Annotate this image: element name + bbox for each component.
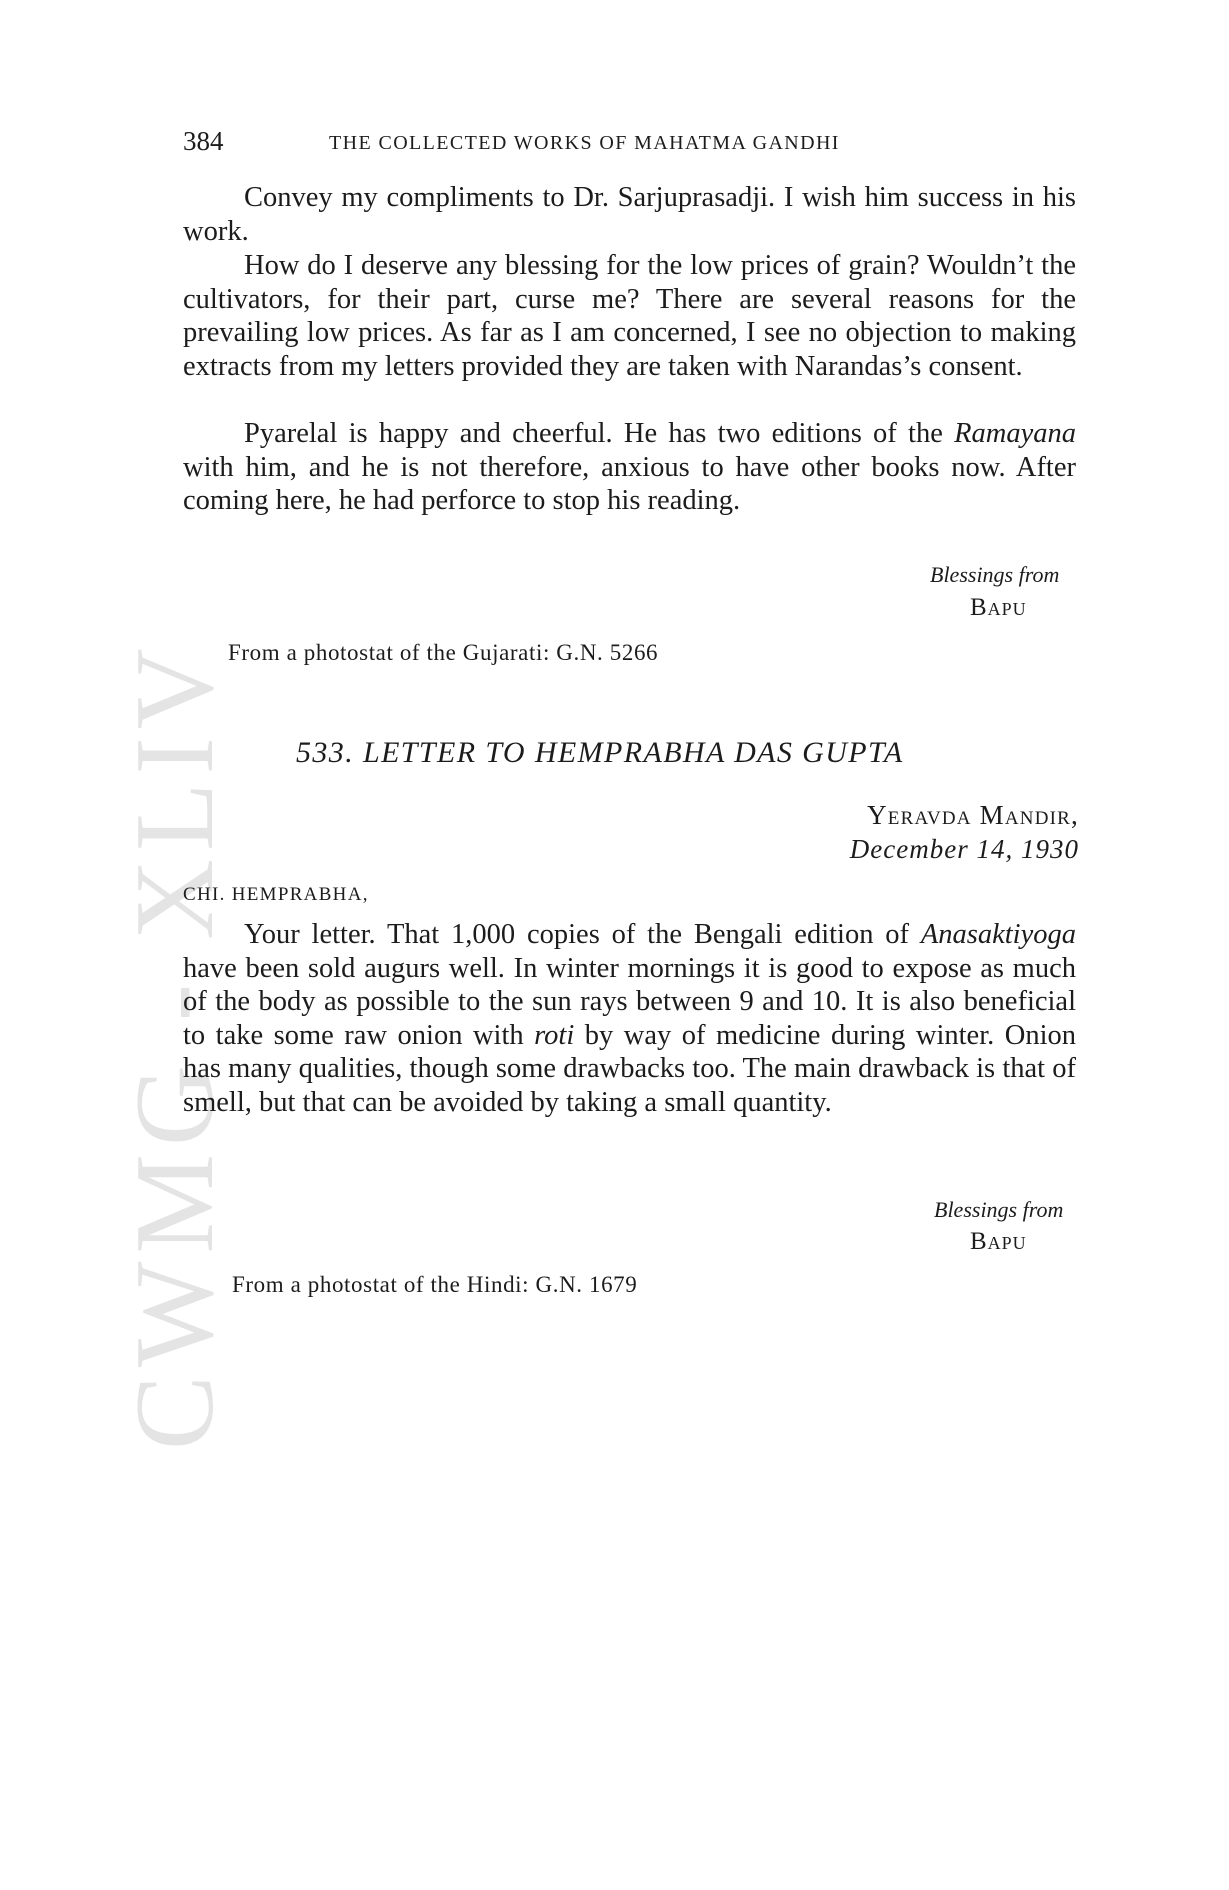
letter2-source: From a photostat of the Hindi: G.N. 1679 xyxy=(232,1272,638,1297)
letter1-paragraph-2: How do I deserve any blessing for the low prices of grain? Wouldn’t the cultivators, for their part, curse me? There are several reasons for the prevailing low prices. As far as I am concerned, I see no objection to making extracts from my letters provided they are taken with Narandas’s consent. xyxy=(183,250,1076,382)
letter2-body-text-c: by way of medicine during winter. Onion has many qualities, though some drawbacks too. The main drawback is that of smell, but that can be avoided by taking a small quantity. xyxy=(183,1019,1076,1118)
letter1-paragraph-3-text-a: Pyarelal is happy and cheerful. He has two editions of the xyxy=(244,418,955,449)
letter2-body-text-b: have been sold augurs well. In winter mornings it is good to expose as much of the body as possible to the sun rays between 9 and 10. It is also beneficial to take some raw onion with xyxy=(183,952,1076,1051)
letter1-source: From a photostat of the Gujarati: G.N. 5266 xyxy=(228,640,659,665)
watermark: CWMG - XLIV xyxy=(113,640,237,1450)
running-title: THE COLLECTED WORKS OF MAHATMA GANDHI xyxy=(329,132,840,154)
anasaktiyoga-title: Anasaktiyoga xyxy=(920,919,1076,950)
letter1-paragraph-3-text-b: with him, and he is not therefore, anxious to have other books now. After coming here, he had perforce to stop his reading. xyxy=(183,451,1076,516)
roti-word: roti xyxy=(534,1019,575,1051)
letter2-body xyxy=(183,918,1076,1119)
letter1-paragraph-3 xyxy=(183,417,1076,518)
ramayana-title: Ramayana xyxy=(954,418,1076,449)
page-number: 384 xyxy=(183,126,224,156)
letter1-signature: Bapu xyxy=(970,594,1027,621)
letter2-place: Yeravda Mandir, xyxy=(867,800,1079,830)
letter1-closing: Blessings from xyxy=(930,562,1060,587)
letter2-salutation: CHI. HEMPRABHA, xyxy=(183,884,369,905)
letter2-date: December 14, 1930 xyxy=(849,834,1079,864)
letter1-paragraph-1: Convey my compliments to Dr. Sarjuprasadji. I wish him success in his work. xyxy=(183,182,1076,247)
letter2-closing: Blessings from xyxy=(934,1197,1064,1222)
letter2-body-text-a: Your letter. That 1,000 copies of the Bengali edition of xyxy=(244,919,921,950)
letter2-signature: Bapu xyxy=(970,1228,1027,1255)
letter2-heading: 533. LETTER TO HEMPRABHA DAS GUPTA xyxy=(296,736,904,769)
